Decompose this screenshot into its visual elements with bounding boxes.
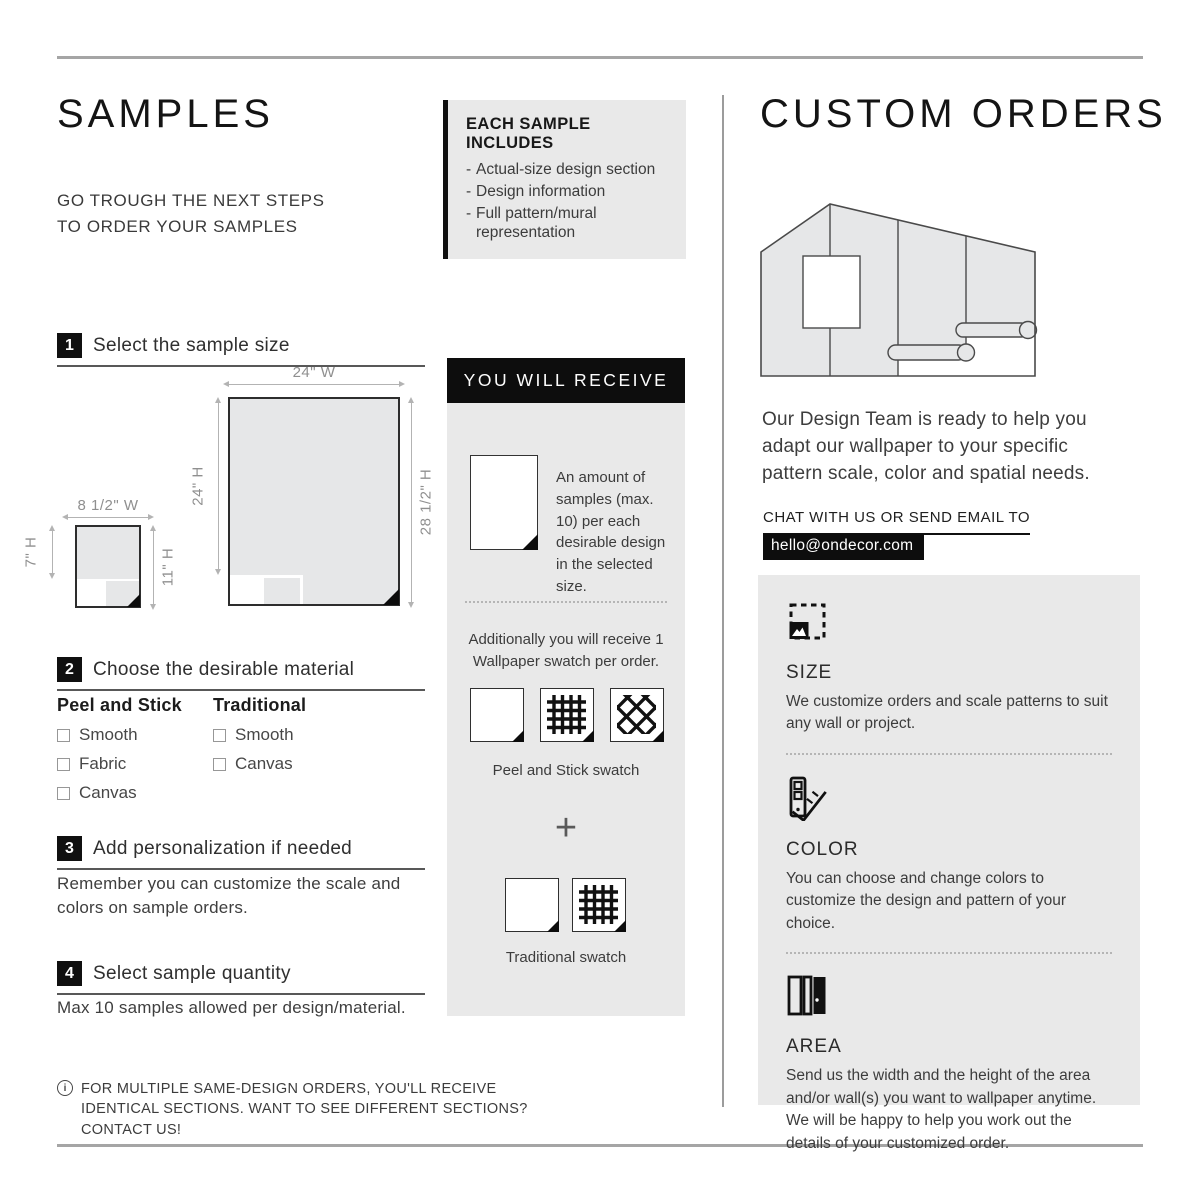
small-sample-figure (75, 525, 141, 608)
you-will-receive-body (447, 403, 685, 1016)
includes-item: - Design information (466, 182, 674, 201)
material-option (57, 754, 207, 774)
grid-swatch-icon (540, 688, 594, 742)
step-2-label: Choose the desirable material (93, 658, 355, 680)
material-column-traditional (213, 695, 363, 774)
sample-sheet-icon (470, 455, 538, 550)
dim-line-small-height-right (153, 527, 154, 608)
step-1-label: Select the sample size (93, 334, 290, 356)
material-option-label: Canvas (79, 783, 137, 802)
material-option (213, 754, 363, 774)
top-rule (57, 56, 1143, 59)
area-icon (786, 974, 828, 1018)
material-option (213, 725, 363, 745)
footnote-text: FOR MULTIPLE SAME-DESIGN ORDERS, YOU'LL RECEIVE IDENTICAL SECTIONS. WANT TO SEE DIFFERENT SECTIONS? CONTACT US! (81, 1081, 528, 1138)
material-option-label: Canvas (235, 754, 293, 773)
dotted-divider (465, 601, 667, 603)
checkbox-peel-fabric[interactable] (57, 758, 70, 771)
feature-text-color: You can choose and change colors to customize the design and pattern of your choice. (786, 869, 1067, 932)
custom-features-panel (758, 575, 1140, 1152)
wallpaper-wall-illustration (758, 195, 1040, 383)
dim-label-large-height-right: 28 1/2" H (417, 468, 435, 536)
checkbox-peel-canvas[interactable] (57, 787, 70, 800)
crosshatch-swatch-icon (610, 688, 664, 742)
each-sample-includes-box (443, 100, 686, 259)
dim-label-small-width: 8 1/2" W (77, 497, 139, 514)
material-column-peel (57, 695, 207, 803)
step-3-text: Remember you can customize the scale and colors on sample orders. (57, 874, 401, 917)
step-4-header (57, 961, 425, 995)
step-2-header (57, 657, 425, 691)
includes-item: - Full pattern/mural representation (466, 204, 674, 242)
dim-label-small-height-left: 7" H (22, 536, 40, 568)
dim-line-large-width (225, 384, 403, 385)
material-option (57, 783, 207, 803)
dotted-divider (786, 952, 1112, 954)
peel-swatch-label: Peel and Stick swatch (492, 762, 640, 779)
grid-swatch-icon (572, 878, 626, 932)
feature-title-color: COLOR (786, 838, 859, 860)
custom-orders-intro: Our Design Team is ready to help you adapt our wallpaper to your specific pattern scale, color and spatial needs. (762, 409, 1090, 484)
blank-swatch-icon (470, 688, 524, 742)
dim-line-small-width (64, 517, 152, 518)
dim-line-small-height-left (52, 527, 53, 577)
step-1-badge: 1 (57, 333, 82, 358)
dim-label-small-height-right: 11" H (159, 547, 177, 587)
dim-label-large-width: 24" W (292, 364, 336, 381)
you-will-receive-header: YOU WILL RECEIVE (447, 358, 685, 403)
color-icon (786, 775, 832, 821)
traditional-swatch-label: Traditional swatch (505, 949, 627, 966)
feature-text-area: Send us the width and the height of the area and/or wall(s) you want to wallpaper anytime. We will be happy to help you work out the details of your customized order. (786, 1067, 1097, 1152)
checkbox-traditional-smooth[interactable] (213, 729, 226, 742)
step-4-label: Select sample quantity (93, 962, 291, 984)
samples-subtitle: GO TROUGH THE NEXT STEPS TO ORDER YOUR SAMPLES (57, 191, 325, 237)
footnote (57, 1079, 537, 1140)
column-divider (722, 95, 724, 1107)
chat-label: CHAT WITH US OR SEND EMAIL TO (763, 509, 1030, 535)
step-3-badge: 3 (57, 836, 82, 861)
you-will-receive-panel (447, 358, 685, 1016)
email-link[interactable]: hello@ondecor.com (763, 534, 924, 560)
receive-text: An amount of samples (max. 10) per each desirable design in the selected size. (556, 469, 666, 595)
dim-label-large-height-left: 24" H (189, 466, 207, 506)
material-option-label: Fabric (79, 754, 127, 773)
includes-title: EACH SAMPLE INCLUDES (466, 115, 591, 152)
peel-and-stick-title: Peel and Stick (57, 695, 182, 715)
feature-title-area: AREA (786, 1036, 842, 1058)
material-option (57, 725, 207, 745)
material-option-label: Smooth (235, 725, 294, 744)
large-sample-figure (228, 397, 400, 606)
info-icon: i (57, 1080, 73, 1096)
checkbox-traditional-canvas[interactable] (213, 758, 226, 771)
includes-item: - Actual-size design section (466, 160, 674, 179)
traditional-title: Traditional (213, 695, 307, 715)
additional-text: Additionally you will receive 1 Wallpaper swatch per order. (468, 631, 664, 670)
size-icon (786, 600, 828, 644)
dotted-divider (786, 753, 1112, 755)
step-4-badge: 4 (57, 961, 82, 986)
step-4-text: Max 10 samples allowed per design/material. (57, 998, 406, 1017)
feature-title-size: SIZE (786, 662, 833, 683)
blank-swatch-icon (505, 878, 559, 932)
dim-line-large-height-right (411, 399, 412, 606)
feature-text-size: We customize orders and scale patterns to suit any wall or project. (786, 693, 1108, 733)
step-2-badge: 2 (57, 657, 82, 682)
samples-title: SAMPLES (57, 92, 274, 136)
plus-sign: + (554, 807, 578, 849)
step-3-header (57, 836, 425, 870)
material-option-label: Smooth (79, 725, 138, 744)
custom-orders-title: CUSTOM ORDERS (760, 92, 1167, 136)
step-3-label: Add personalization if needed (93, 837, 353, 859)
step-1-header (57, 333, 425, 367)
dim-line-large-height-left (218, 399, 219, 573)
checkbox-peel-smooth[interactable] (57, 729, 70, 742)
